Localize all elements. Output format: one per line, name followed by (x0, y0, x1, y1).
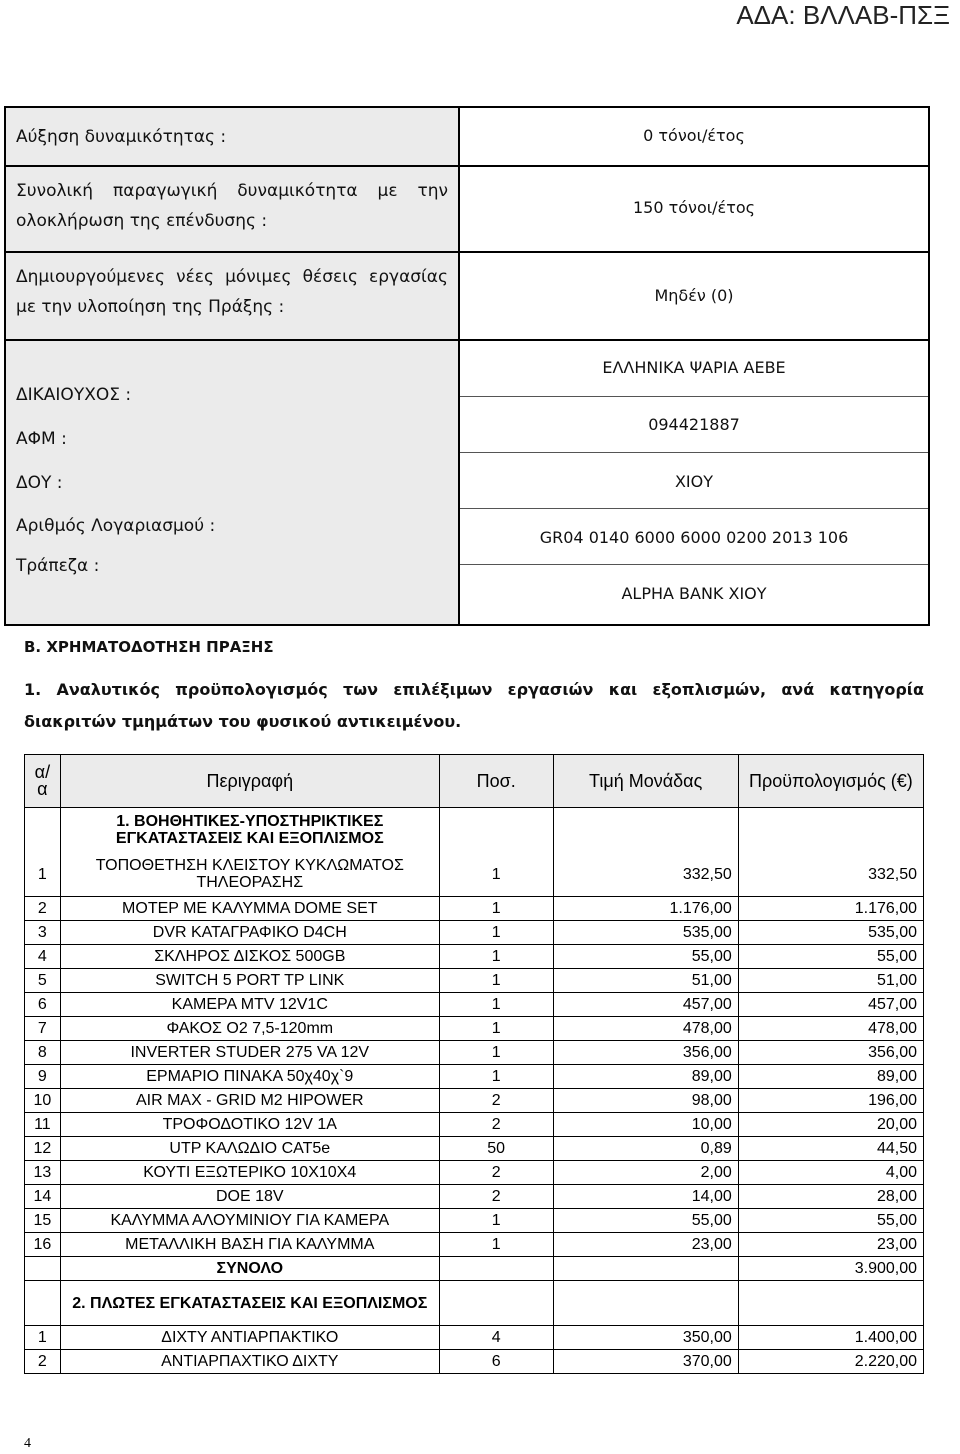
row-aa: 6 (25, 993, 61, 1017)
table-row (25, 921, 924, 945)
table-row (25, 969, 924, 993)
row-description: INVERTER STUDER 275 VA 12V (60, 1041, 439, 1065)
row-quantity: 1 (439, 945, 553, 969)
beneficiary-value: ΕΛΛΗΝΙΚΑ ΨΑΡΙΑ ΑΕΒΕ (602, 358, 786, 377)
row-divider (6, 165, 928, 167)
capacity-increase-value: 0 τόνοι/έτος (643, 126, 745, 145)
row-description: SWITCH 5 PORT TP LINK (60, 969, 439, 993)
table-row (25, 1185, 924, 1209)
row-aa: 1 (25, 852, 61, 897)
row-quantity: 50 (439, 1137, 553, 1161)
row-unit-price: 356,00 (553, 1041, 738, 1065)
section-title: Β. ΧΡΗΜΑΤΟΔΟΤΗΣΗ ΠΡΑΞΗΣ (24, 638, 274, 656)
row-unit-price: 10,00 (553, 1113, 738, 1137)
row-quantity: 1 (439, 852, 553, 897)
row-description: ΚΟΥΤΙ ΕΞΩΤΕΡΙΚΟ 10Χ10Χ4 (60, 1161, 439, 1185)
row-quantity: 1 (439, 897, 553, 921)
table-row (25, 1326, 924, 1350)
project-info-box (4, 106, 930, 626)
row-aa: 5 (25, 969, 61, 993)
row-total: 55,00 (738, 945, 923, 969)
row-total: 2.220,00 (738, 1350, 923, 1374)
row-quantity: 1 (439, 1017, 553, 1041)
row-total: 535,00 (738, 921, 923, 945)
table-row (25, 1137, 924, 1161)
bank-label: Τράπεζα : (16, 556, 100, 576)
jobs-value: Μηδέν (0) (654, 286, 734, 305)
page-number: 4 (24, 1436, 31, 1451)
group2-rows (25, 1326, 924, 1374)
group-title-row (25, 808, 924, 853)
total-capacity-label: Συνολική παραγωγική δυναμικότητα με την ολοκλήρωση της επένδυσης : (16, 181, 448, 231)
row-unit-price: 370,00 (553, 1350, 738, 1374)
row-unit-price: 55,00 (553, 1209, 738, 1233)
subtotal-value: 3.900,00 (738, 1257, 923, 1281)
row-quantity: 2 (439, 1113, 553, 1137)
subtotal-row (25, 1257, 924, 1281)
doy-label: ΔΟΥ : (16, 473, 63, 493)
row-divider (6, 251, 928, 253)
row-unit-price: 89,00 (553, 1065, 738, 1089)
row-unit-price: 23,00 (553, 1233, 738, 1257)
row-quantity: 1 (439, 1041, 553, 1065)
row-description: ΕΡΜΑΡΙΟ ΠΙΝΑΚΑ 50χ40χ`9 (60, 1065, 439, 1089)
header-aa: α/α (25, 755, 61, 808)
row-description: UTP ΚΑΛΩΔΙΟ CAT5e (60, 1137, 439, 1161)
table-row (25, 1089, 924, 1113)
table-row (25, 897, 924, 921)
header-unit-price: Τιμή Μονάδας (553, 755, 738, 808)
value-divider (460, 396, 928, 397)
table-row (25, 1350, 924, 1374)
row-aa: 9 (25, 1065, 61, 1089)
row-description: ΚΑΛΥΜΜΑ ΑΛΟΥΜΙΝΙΟΥ ΓΙΑ ΚΑΜΕΡΑ (60, 1209, 439, 1233)
row-quantity: 6 (439, 1350, 553, 1374)
row-total: 51,00 (738, 969, 923, 993)
row-quantity: 1 (439, 921, 553, 945)
budget-description: 1. Αναλυτικός προϋπολογισμός των επιλέξιμων εργασιών και εξοπλισμών, ανά κατηγορία διακριτών τμημάτων του φυσικού αντικειμένου. (24, 680, 924, 731)
table-row (25, 1209, 924, 1233)
row-description: AIR MAX - GRID M2 HIPOWER (60, 1089, 439, 1113)
row-total: 356,00 (738, 1041, 923, 1065)
row-unit-price: 457,00 (553, 993, 738, 1017)
row-aa: 2 (25, 897, 61, 921)
account-value: GR04 0140 6000 6000 0200 2013 106 (539, 528, 849, 547)
afm-label: ΑΦΜ : (16, 429, 67, 449)
row-quantity: 1 (439, 969, 553, 993)
row-aa: 12 (25, 1137, 61, 1161)
row-total: 89,00 (738, 1065, 923, 1089)
table-row (25, 1161, 924, 1185)
row-quantity: 1 (439, 1209, 553, 1233)
row-description: ΔΙΧΤΥ ΑΝΤΙΑΡΠΑΚΤΙΚΟ (60, 1326, 439, 1350)
row-aa: 1 (25, 1326, 61, 1350)
row-unit-price: 51,00 (553, 969, 738, 993)
group-title-row (25, 1281, 924, 1326)
row-unit-price: 1.176,00 (553, 897, 738, 921)
row-total: 23,00 (738, 1233, 923, 1257)
row-description: ΣΚΛΗΡΟΣ ΔΙΣΚΟΣ 500GB (60, 945, 439, 969)
header-budget: Προϋπολογισμός (€) (738, 755, 923, 808)
row-description: ΚΑΜΕΡΑ MTV 12V1C (60, 993, 439, 1017)
row-aa: 10 (25, 1089, 61, 1113)
table-header-row (25, 755, 924, 808)
row-description: ΑΝΤΙΑΡΠΑΧΤΙΚΟ ΔΙΧΤΥ (60, 1350, 439, 1374)
row-aa: 4 (25, 945, 61, 969)
row-unit-price: 2,00 (553, 1161, 738, 1185)
row-total: 44,50 (738, 1137, 923, 1161)
jobs-label: Δημιουργούμενες νέες μόνιμες θέσεις εργασίας με την υλοποίηση της Πράξης : (16, 267, 448, 317)
table-row (25, 852, 924, 897)
subtotal-label: ΣΥΝΟΛΟ (60, 1257, 439, 1281)
row-description: ΦΑΚΟΣ Ο2 7,5-120mm (60, 1017, 439, 1041)
bank-value: ALPHA BANK ΧΙΟΥ (621, 584, 767, 603)
row-total: 332,50 (738, 852, 923, 897)
row-aa: 2 (25, 1350, 61, 1374)
row-quantity: 1 (439, 1065, 553, 1089)
row-quantity: 1 (439, 993, 553, 1017)
row-total: 1.176,00 (738, 897, 923, 921)
value-divider (460, 508, 928, 509)
table-row (25, 1233, 924, 1257)
table-row (25, 1065, 924, 1089)
table-row (25, 945, 924, 969)
doy-value: ΧΙΟΥ (674, 472, 714, 491)
ada-code: ΑΔΑ: ΒΛΛΑΒ-ΠΣΞ (736, 0, 950, 30)
row-quantity: 2 (439, 1089, 553, 1113)
row-description: ΤΟΠΟΘΕΤΗΣΗ ΚΛΕΙΣΤΟΥ ΚΥΚΛΩΜΑΤΟΣ ΤΗΛΕΟΡΑΣΗΣ (60, 852, 439, 897)
row-quantity: 2 (439, 1185, 553, 1209)
row-total: 4,00 (738, 1161, 923, 1185)
row-aa: 15 (25, 1209, 61, 1233)
header-description: Περιγραφή (60, 755, 439, 808)
value-divider (460, 564, 928, 565)
row-aa: 14 (25, 1185, 61, 1209)
table-row (25, 1113, 924, 1137)
row-description: ΜΕΤΑΛΛΙΚΗ ΒΑΣΗ ΓΙΑ ΚΑΛΥΜΜΑ (60, 1233, 439, 1257)
row-total: 1.400,00 (738, 1326, 923, 1350)
row-total: 55,00 (738, 1209, 923, 1233)
row-description: DOE 18V (60, 1185, 439, 1209)
beneficiary-label: ΔΙΚΑΙΟΥΧΟΣ : (16, 385, 132, 405)
row-unit-price: 478,00 (553, 1017, 738, 1041)
row-unit-price: 0,89 (553, 1137, 738, 1161)
header-quantity: Ποσ. (439, 755, 553, 808)
row-aa: 16 (25, 1233, 61, 1257)
table-row (25, 1041, 924, 1065)
total-capacity-value: 150 τόνοι/έτος (632, 198, 756, 217)
row-quantity: 4 (439, 1326, 553, 1350)
row-divider (6, 339, 928, 341)
group1-title: 1. ΒΟΗΘΗΤΙΚΕΣ-ΥΠΟΣΤΗΡΙΚΤΙΚΕΣ ΕΓΚΑΤΑΣΤΑΣΕΙΣ ΚΑΙ ΕΞΟΠΛΙΣΜΟΣ (60, 808, 439, 853)
table-row (25, 1017, 924, 1041)
row-description: ΤΡΟΦΟΔΟΤΙΚΟ 12V 1A (60, 1113, 439, 1137)
row-total: 196,00 (738, 1089, 923, 1113)
row-aa: 11 (25, 1113, 61, 1137)
row-unit-price: 98,00 (553, 1089, 738, 1113)
row-aa: 13 (25, 1161, 61, 1185)
row-total: 28,00 (738, 1185, 923, 1209)
account-label: Αριθμός Λογαριασμού : (16, 516, 216, 536)
row-unit-price: 55,00 (553, 945, 738, 969)
group2-title: 2. ΠΛΩΤΕΣ ΕΓΚΑΤΑΣΤΑΣΕΙΣ ΚΑΙ ΕΞΟΠΛΙΣΜΟΣ (60, 1281, 439, 1326)
table-row (25, 993, 924, 1017)
row-description: ΜΟΤΕΡ ΜΕ ΚΑΛΥΜΜΑ DOME SET (60, 897, 439, 921)
row-description: DVR ΚΑΤΑΓΡΑΦΙΚΟ D4CH (60, 921, 439, 945)
row-unit-price: 332,50 (553, 852, 738, 897)
row-aa: 3 (25, 921, 61, 945)
value-divider (460, 452, 928, 453)
row-unit-price: 350,00 (553, 1326, 738, 1350)
group1-rows (25, 897, 924, 1257)
row-quantity: 1 (439, 1233, 553, 1257)
row-total: 478,00 (738, 1017, 923, 1041)
row-unit-price: 535,00 (553, 921, 738, 945)
capacity-increase-label: Αύξηση δυναμικότητας : (16, 127, 227, 147)
row-aa: 8 (25, 1041, 61, 1065)
row-unit-price: 14,00 (553, 1185, 738, 1209)
row-quantity: 2 (439, 1161, 553, 1185)
afm-value: 094421887 (648, 415, 740, 434)
row-total: 457,00 (738, 993, 923, 1017)
budget-table (24, 754, 924, 1374)
row-total: 20,00 (738, 1113, 923, 1137)
row-aa: 7 (25, 1017, 61, 1041)
